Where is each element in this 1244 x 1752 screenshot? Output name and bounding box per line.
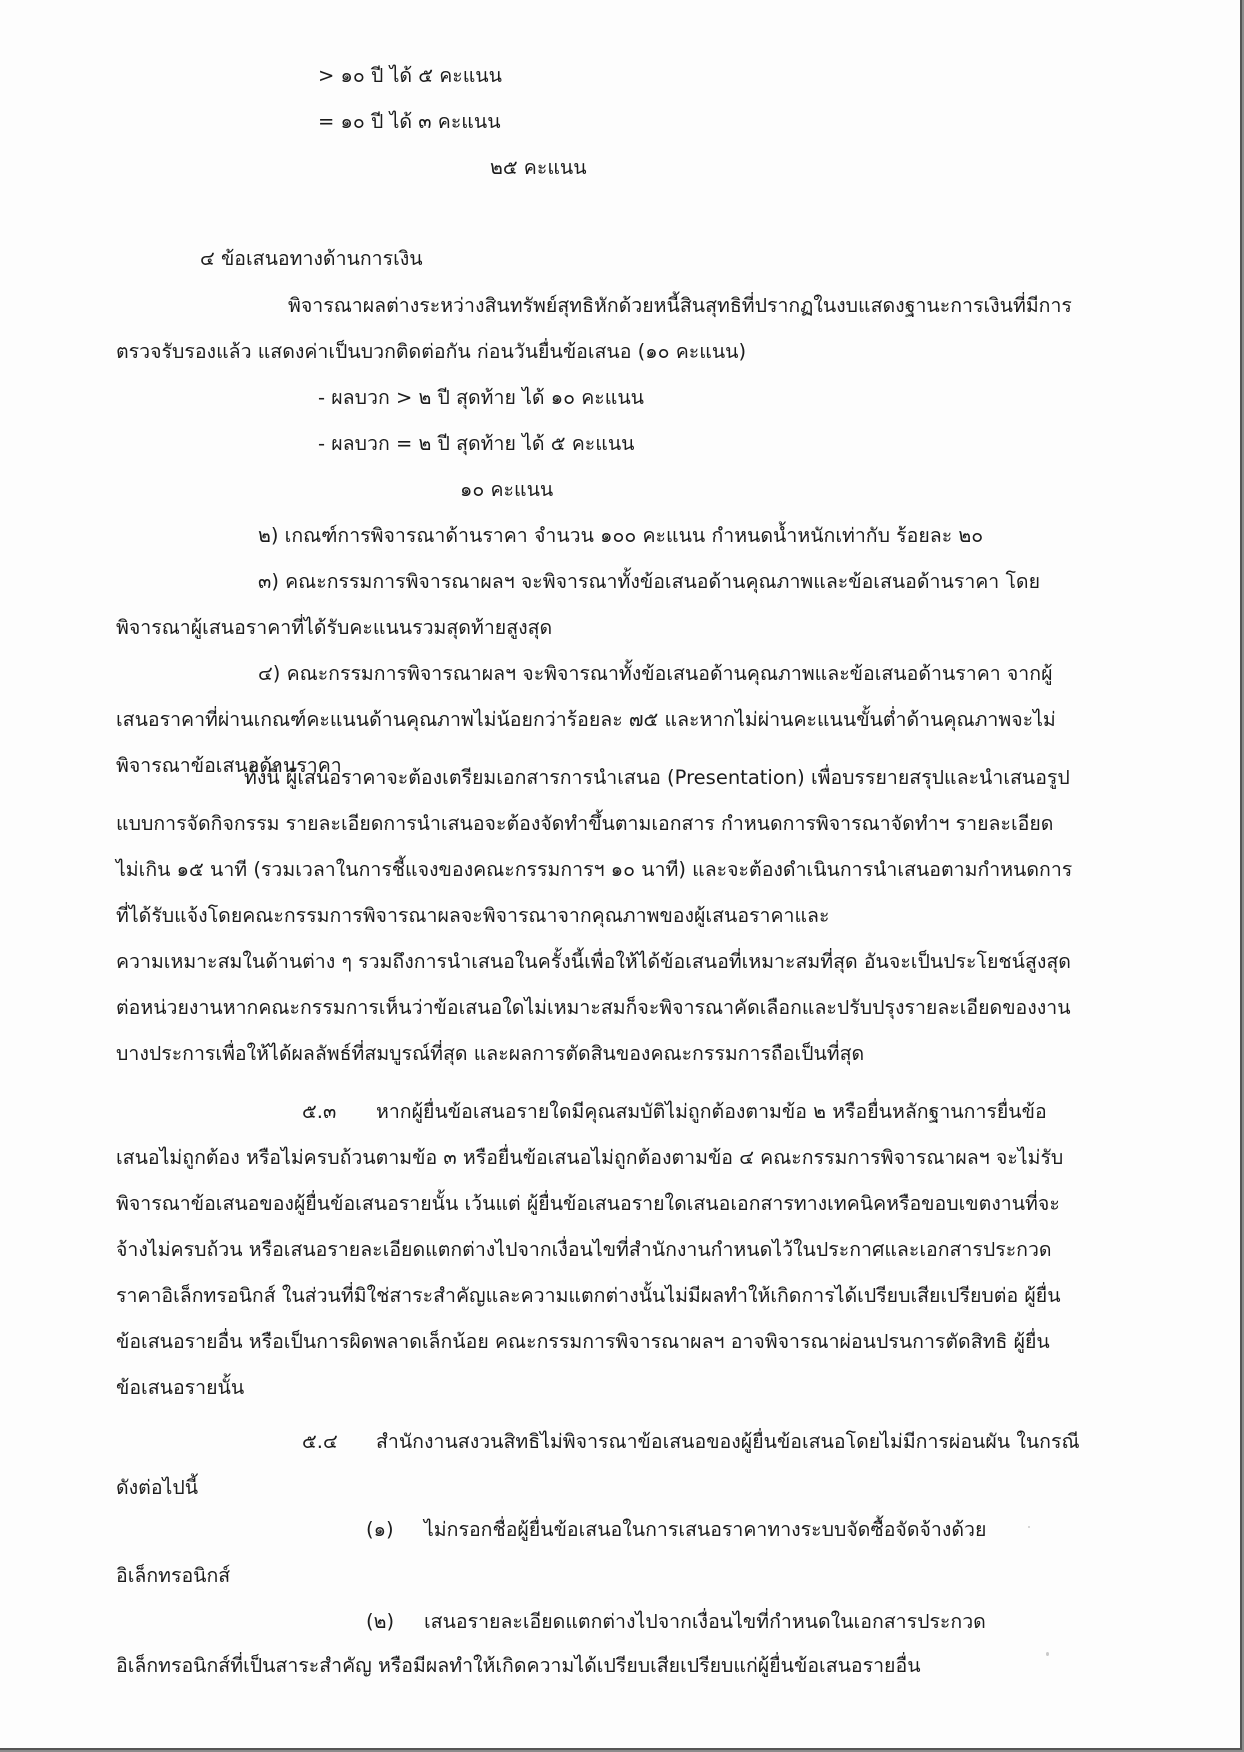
text-line: ความเหมาะสมในด้านต่าง ๆ รวมถึงการนำเสนอในครั้งนี้เพื่อให้ได้ข้อเสนอที่เหมาะสมที่สุด อันจะเป็นประโยชน์สูงสุด bbox=[116, 950, 1071, 973]
text-line: สำนักงานสงวนสิทธิไม่พิจารณาข้อเสนอของผู้ยื่นข้อเสนอโดยไม่มีการผ่อนผัน ในกรณี bbox=[376, 1430, 1080, 1453]
list-item: - ผลบวก > ๒ ปี สุดท้าย ได้ ๑๐ คะแนน bbox=[318, 386, 644, 409]
text-line: แบบการจัดกิจกรรม รายละเอียดการนำเสนอจะต้องจัดทำขึ้นตามเอกสาร กำหนดการพิจารณาจัดทำฯ รายละเอียด bbox=[116, 812, 1054, 835]
text-line: ที่ได้รับแจ้งโดยคณะกรรมการพิจารณาผลจะพิจารณาจากคุณภาพของผู้เสนอราคาและ bbox=[116, 904, 830, 927]
text-line: > ๑๐ ปี ได้ ๕ คะแนน bbox=[318, 64, 502, 87]
text-line: จ้างไม่ครบถ้วน หรือเสนอรายละเอียดแตกต่างไปจากเงื่อนไขที่สำนักงานกำหนดไว้ในประกาศและเอกสารประกวด bbox=[116, 1238, 1052, 1261]
text-line: = ๑๐ ปี ได้ ๓ คะแนน bbox=[318, 110, 501, 133]
section-heading: ๔ ข้อเสนอทางด้านการเงิน bbox=[200, 247, 423, 270]
text-line: ข้อเสนอรายนั้น bbox=[116, 1376, 245, 1399]
text-line: ๒) เกณฑ์การพิจารณาด้านราคา จำนวน ๑๐๐ คะแนน กำหนดน้ำหนักเท่ากับ ร้อยละ ๒๐ bbox=[258, 524, 984, 547]
list-item: - ผลบวก = ๒ ปี สุดท้าย ได้ ๕ คะแนน bbox=[318, 432, 635, 455]
clause-number: ๕.๓ bbox=[302, 1100, 337, 1123]
text-line: ไม่กรอกชื่อผู้ยื่นข้อเสนอในการเสนอราคาทางระบบจัดซื้อจัดจ้างด้วย bbox=[424, 1518, 987, 1541]
text-line: เสนอราคาที่ผ่านเกณฑ์คะแนนด้านคุณภาพไม่น้อยกว่าร้อยละ ๗๕ และหากไม่ผ่านคะแนนขั้นต่ำด้านคุณภาพจะไม่ bbox=[116, 708, 1056, 731]
text-line: อิเล็กทรอนิกส์ที่เป็นสาระสำคัญ หรือมีผลทำให้เกิดความได้เปรียบเสียเปรียบแก่ผู้ยื่นข้อเสนอรายอื่น bbox=[116, 1654, 921, 1677]
text-line: พิจารณาข้อเสนอของผู้ยื่นข้อเสนอรายนั้น เว้นแต่ ผู้ยื่นข้อเสนอรายใดเสนอเอกสารทางเทคนิคหรือขอบเขตงานที่จะ bbox=[116, 1192, 1060, 1215]
text-line: ๓) คณะกรรมการพิจารณาผลฯ จะพิจารณาทั้งข้อเสนอด้านคุณภาพและข้อเสนอด้านราคา โดย bbox=[258, 570, 1041, 593]
text-line: ๒๕ คะแนน bbox=[490, 156, 587, 179]
text-line: ทั้งนี้ ผู้เสนอราคาจะต้องเตรียมเอกสารการนำเสนอ (Presentation) เพื่อบรรยายสรุปและนำเสนอรูป bbox=[244, 766, 1070, 789]
text-line: ตรวจรับรองแล้ว แสดงค่าเป็นบวกติดต่อกัน ก่อนวันยื่นข้อเสนอ (๑๐ คะแนน) bbox=[116, 340, 747, 363]
text-line: เสนอไม่ถูกต้อง หรือไม่ครบถ้วนตามข้อ ๓ หรือยื่นข้อเสนอไม่ถูกต้องตามข้อ ๔ คณะกรรมการพิจารณาผลฯ จะไม่รับ bbox=[116, 1146, 1064, 1169]
item-number: (๑) bbox=[366, 1518, 394, 1541]
scan-speck bbox=[1028, 1526, 1030, 1528]
text-line: ต่อหน่วยงานหากคณะกรรมการเห็นว่าข้อเสนอใดไม่เหมาะสมก็จะพิจารณาคัดเลือกและปรับปรุงรายละเอียดของงาน bbox=[116, 996, 1071, 1019]
text-line: ๑๐ คะแนน bbox=[460, 478, 554, 501]
text-line: ไม่เกิน ๑๕ นาที (รวมเวลาในการชี้แจงของคณะกรรมการฯ ๑๐ นาที) และจะต้องดำเนินการนำเสนอตามกำหนดการ bbox=[116, 858, 1073, 881]
text-line: พิจารณาผลต่างระหว่างสินทรัพย์สุทธิหักด้วยหนี้สินสุทธิที่ปรากฏในงบแสดงฐานะการเงินที่มีการ bbox=[288, 294, 1072, 317]
text-line: ราคาอิเล็กทรอนิกส์ ในส่วนที่มิใช่สาระสำคัญและความแตกต่างนั้นไม่มีผลทำให้เกิดการได้เปรียบเสียเปรียบต่อ ผู้ยื่น bbox=[116, 1284, 1061, 1307]
text-line: ดังต่อไปนี้ bbox=[116, 1476, 199, 1499]
clause-number: ๕.๔ bbox=[302, 1430, 338, 1453]
text-line: หากผู้ยื่นข้อเสนอรายใดมีคุณสมบัติไม่ถูกต้องตามข้อ ๒ หรือยื่นหลักฐานการยื่นข้อ bbox=[376, 1100, 1047, 1123]
text-line: พิจารณาผู้เสนอราคาที่ได้รับคะแนนรวมสุดท้ายสูงสุด bbox=[116, 616, 553, 639]
text-line: เสนอรายละเอียดแตกต่างไปจากเงื่อนไขที่กำหนดในเอกสารประกวด bbox=[424, 1610, 986, 1633]
text-line: ๔) คณะกรรมการพิจารณาผลฯ จะพิจารณาทั้งข้อเสนอด้านคุณภาพและข้อเสนอด้านราคา จากผู้ bbox=[258, 662, 1053, 685]
text-line: ข้อเสนอรายอื่น หรือเป็นการผิดพลาดเล็กน้อย คณะกรรมการพิจารณาผลฯ อาจพิจารณาผ่อนปรนการตัดสิทธิ ผู้ยื่น bbox=[116, 1330, 1050, 1353]
scan-speck bbox=[1046, 1652, 1049, 1656]
text-line: พิจารณาข้อเสนอด้านราคา bbox=[116, 754, 342, 777]
item-number: (๒) bbox=[366, 1610, 395, 1633]
text-line: บางประการเพื่อให้ได้ผลลัพธ์ที่สมบูรณ์ที่สุด และผลการตัดสินของคณะกรรมการถือเป็นที่สุด bbox=[116, 1042, 865, 1065]
text-line: อิเล็กทรอนิกส์ bbox=[116, 1564, 231, 1587]
